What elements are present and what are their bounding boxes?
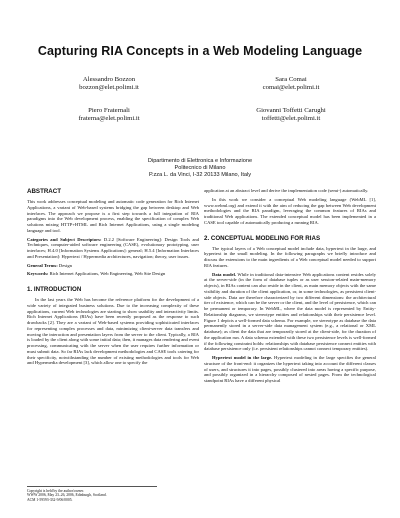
author-name: Giovanni Toffetti Carughi (256, 107, 326, 114)
introduction-heading: 1. INTRODUCTION (27, 286, 82, 293)
footnote-line: ACM 1-59593-332-9/06/0005. (27, 497, 73, 502)
affiliation (0, 158, 400, 179)
affiliation-line: Dipartimento di Elettronica e Informazione (147, 158, 253, 164)
author-email: bozzon@elet.polimi.it (79, 84, 139, 91)
footnote-line: WWW 2006, May 23–26, 2006, Edinburgh, Scotland. (27, 493, 107, 498)
author-name: Piero Fraternali (88, 107, 130, 114)
general-terms-paragraph (27, 263, 199, 269)
hypertext-model-paragraph (204, 355, 376, 384)
categories-paragraph (27, 237, 199, 260)
author-name: Sara Comai (275, 76, 307, 83)
keywords-label: Keywords: (27, 271, 49, 277)
categories-label: Categories and Subject Descriptors: (27, 236, 102, 242)
categories-text: D.2.2 [Software Engineering]: Design Tools and Techniques, computer-aided software engineering (CASE), evolutionary prototyping, user interfaces; H.4.0 [Information Systems Applications]: general; H.5.4 [Information Interfaces and Presentation]: Hypertext / Hypermedia architectures, navigation; theory, user issues. (27, 236, 199, 259)
paper-title: Capturing RIA Concepts in a Web Modeling Language (37, 44, 363, 58)
introduction-paragraph: In the last years the Web has become the reference platform for the development of a wide variety of integrated business solutions. Due to the increasing complexity of these applications, current Web technologies are starting to show usability and interactivity limits. Rich Internet Applications (RIAs) have been recently proposed as the response to such drawbacks [2]. They are a variant of Web-based systems providing sophisticated interfaces for representing complex processes and data, minimizing client-server data transfers and moving the interaction and presentation layers from the server to the client. Typically, a RIA is loaded by the client along with some initial data; then, it manages data rendering and event processing, communicating with the server when the user requires further information or must submit data. So far RIAs lack development methodologies and CASE tools catering for their specificity, notwithstanding the number of existing methodologies and tools for Web and Hypermedia development [3], which allow one to specify the (27, 297, 199, 366)
abstract-text: This work addresses conceptual modeling and automatic code generation for Rich Internet Applications, a variant of Web-based systems bridging the gap between desktop and Web interfaces. The approach we propose is a first step towards a full integration of RIA paradigms into the Web development process, enabling the specification of complex Web solutions mixing HTTP+HTML and Rich Internet Applications, using a single modeling language and tool. (27, 199, 199, 233)
hypertext-model-label: Hypertext model in the large. (212, 355, 273, 360)
data-model-paragraph (204, 272, 376, 353)
right-column (204, 188, 376, 387)
author-name: Alessandro Bozzon (82, 76, 136, 83)
affiliation-line: Politecnico di Milano (174, 165, 226, 171)
author-email: comai@elet.polimi.it (262, 84, 320, 91)
author-block (206, 107, 376, 123)
author-email: toffetti@elet.polimi.it (261, 115, 321, 122)
copyright-footnote (27, 486, 157, 502)
author-block (206, 76, 376, 92)
introduction-continued: application at an abstract level and derive the implementation code (semi-) automatically. (204, 188, 369, 193)
author-block (24, 76, 194, 92)
data-model-text: While in traditional data-intensive Web applications content resides solely at the server-side (in the form of database tuples or as user session-related main-memory objects), in RIAs content can also reside in the client, as main memory objects with the same visibility and duration of the client application, or, in some technologies, as persistent client-side objects. Data are therefore characterized by two different dimensions: the architectural tier of existence, which can be the server or the client, and the level of persistence, which can be permanent or temporary. In WebML, where the data model is represented by Entity-Relationship diagrams, we stereotype entities and relationships with their persistence level. Figure 1 depicts a well-formed data schema. For example, we stereotype as database the data permanently stored in a server-side data management system (e.g., a relational or XML database); as client the data that are temporarily stored at the client-side, for the duration of the application run. A data schema extended with these two persistence levels is well-formed if the following constraint holds: relationships with database persistence connect entities with database persistence only (i.e. persistent relationships cannot connect temporary entities). (204, 271, 376, 352)
author-block (24, 107, 194, 123)
abstract-heading: ABSTRACT (27, 188, 62, 195)
introduction-paragraph: In this work we consider a conceptual Web modeling language (WebML [1], www.webml.org) and extend it with the aim of reducing the gap between Web development methodologies and the RIA paradigm, leveraging the common features of RIAs and traditional Web applications. The extended conceptual model has been implemented in a CASE tool capable of automatically producing a running RIA. (204, 196, 376, 225)
general-terms-text: Design (58, 262, 72, 268)
left-column (27, 188, 199, 369)
data-model-label: Data model. (212, 271, 237, 277)
keywords-text: Rich Internet Applications, Web Engineering, Web Site Design (49, 271, 166, 277)
section2-heading: 2. CONCEPTUAL MODELING FOR RIAS (204, 234, 321, 242)
section2-paragraph: The typical layers of a Web conceptual model include data, hypertext in the large, and hypertext in the small modeling. In the following paragraphs we briefly introduce and discuss the extensions to the main ingredients of a Web conceptual model needed to support RIA features. (204, 245, 376, 268)
affiliation-line: P.zza L. da Vinci, I-32 20133 Milano, Italy (148, 172, 252, 178)
footnote-line: Copyright is held by the author/owner. (27, 489, 84, 493)
hypertext-model-text: Hypertext modeling in the large specifies the general structure of the front-end: it organizes the hypertext taking into account the different classes of users, and structures it into pages, possibly clustered into areas having a specific purpose, and possibly organized in a hierarchy composed of nested pages. From the technological standpoint RIAs have a different physical (204, 355, 376, 383)
keywords-paragraph (27, 271, 199, 277)
general-terms-label: General Terms: (27, 262, 58, 268)
author-email: fraterna@elet.polimi.it (78, 115, 140, 122)
